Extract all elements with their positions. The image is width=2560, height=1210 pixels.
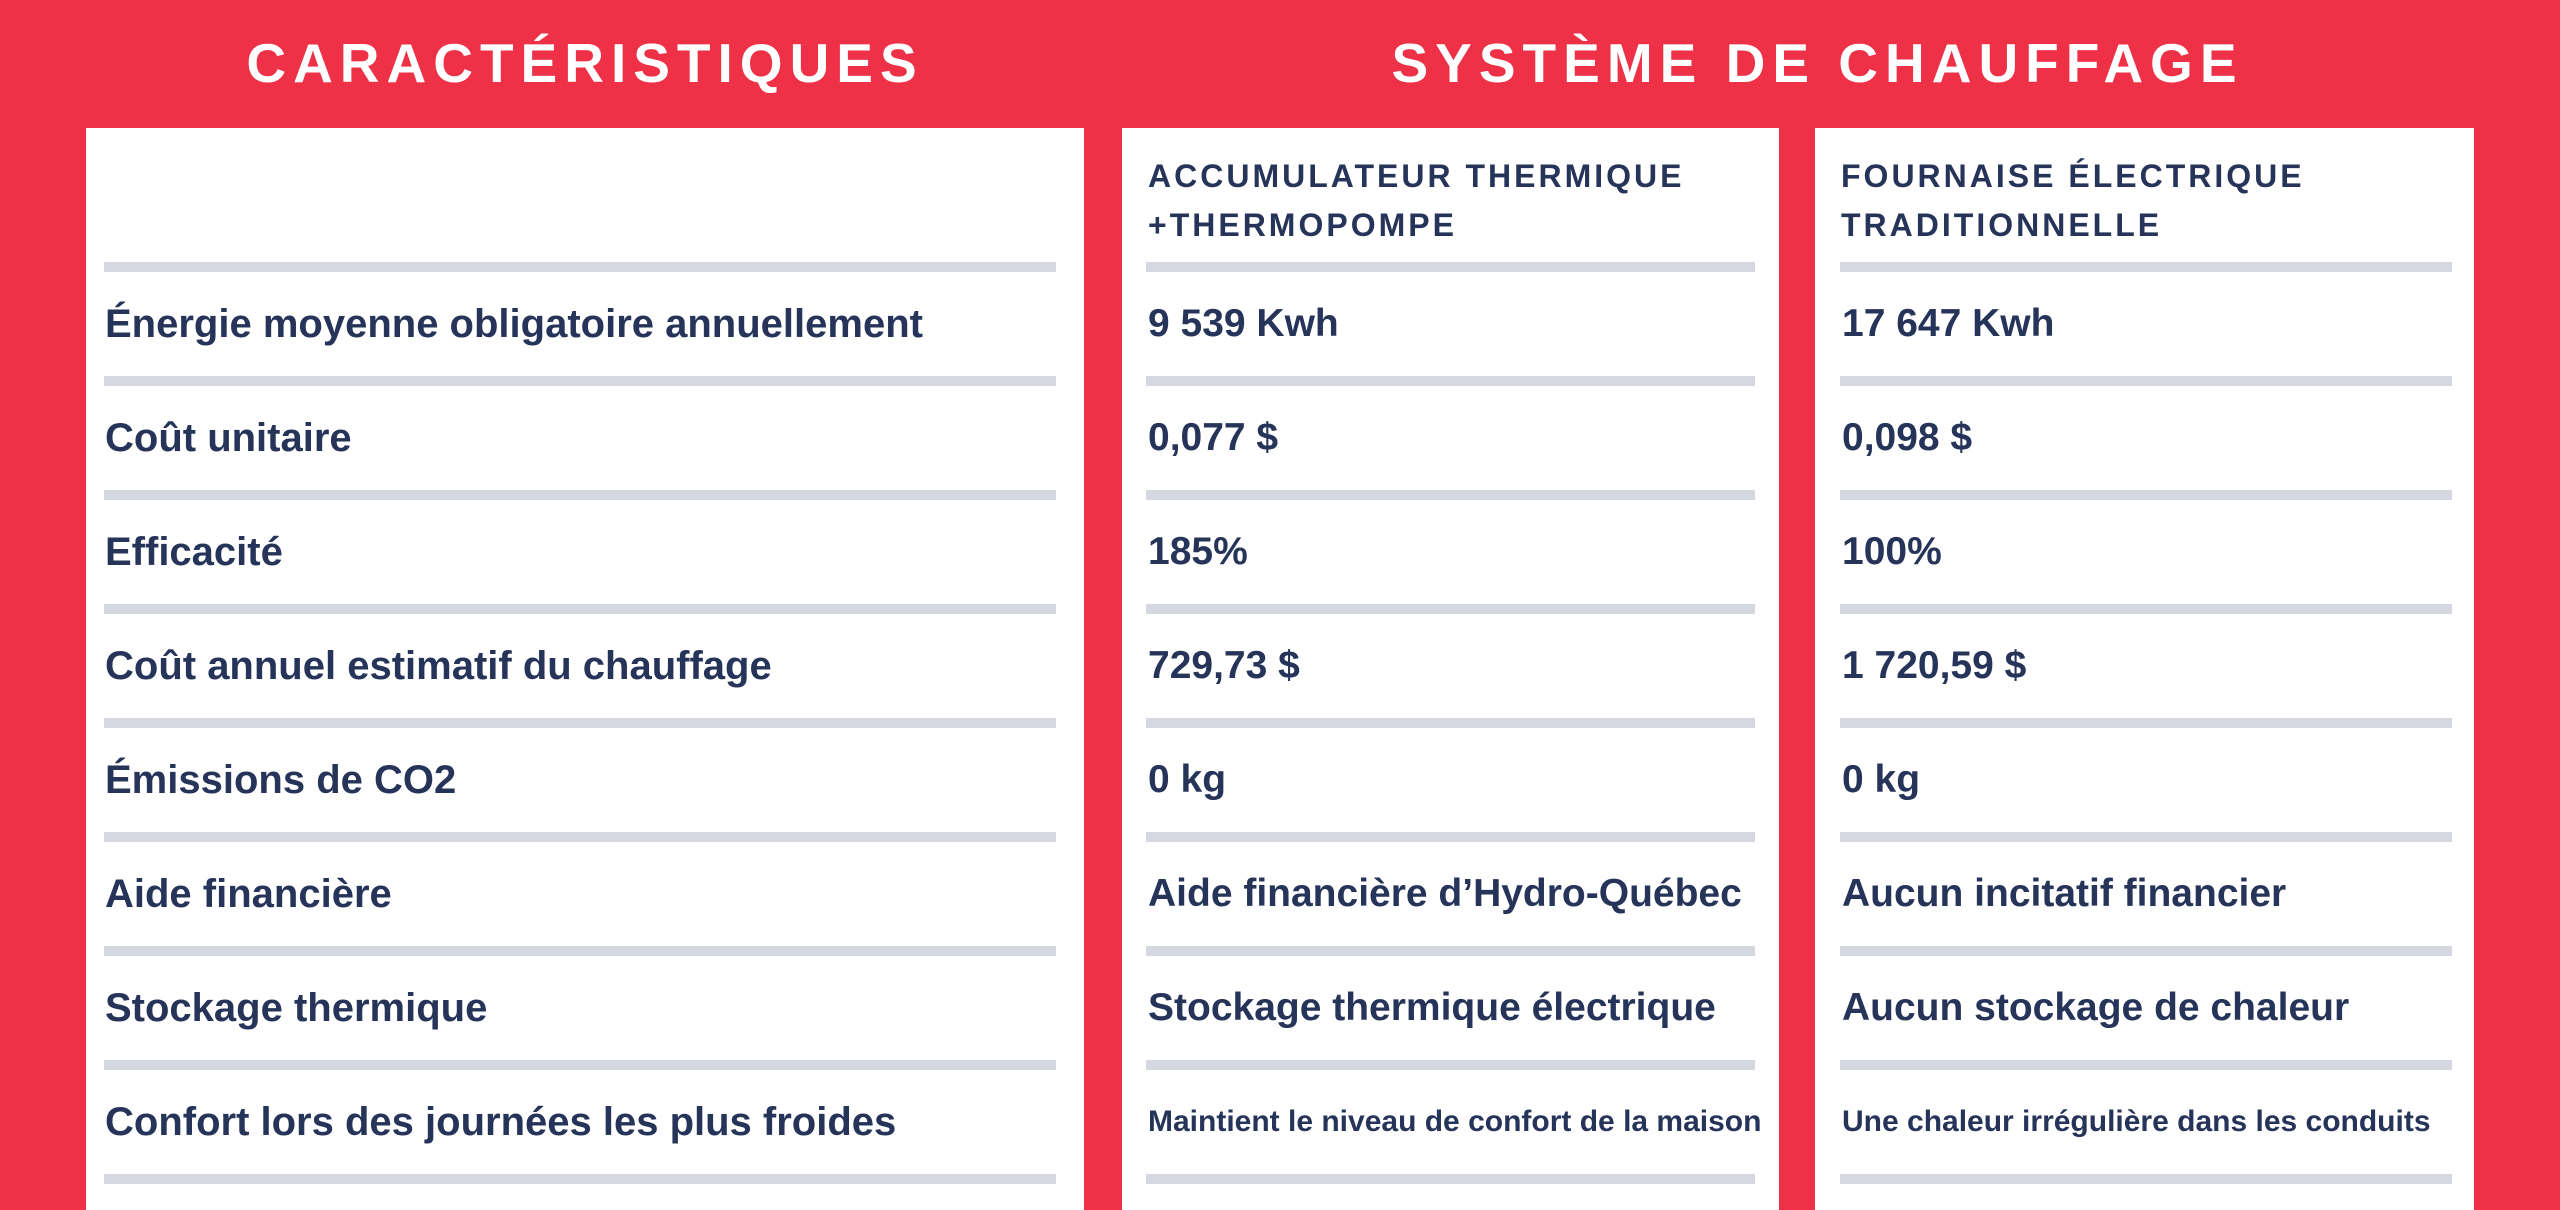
row-label-emissions: Émissions de CO2 xyxy=(105,757,457,802)
row-label-cout-annuel: Coût annuel estimatif du chauffage xyxy=(105,643,772,688)
divider xyxy=(1146,718,1755,728)
divider xyxy=(104,718,1056,728)
accumulateur-column-title xyxy=(1148,146,1759,256)
accumulateur-confort-value: Maintient le niveau de confort de la maison xyxy=(1148,1105,1762,1138)
accumulateur-column xyxy=(1122,128,1779,1210)
row-label-confort: Confort lors des journées les plus froides xyxy=(105,1099,897,1144)
row-label-aide: Aide financière xyxy=(105,871,392,916)
divider xyxy=(1840,718,2452,728)
divider xyxy=(1840,1060,2452,1070)
accumulateur-title-line1: ACCUMULATEUR THERMIQUE xyxy=(1148,158,1685,194)
divider xyxy=(1146,376,1755,386)
divider xyxy=(104,490,1056,500)
divider xyxy=(1840,262,2452,272)
accumulateur-stockage-value: Stockage thermique électrique xyxy=(1148,986,1716,1029)
row-label-energie: Énergie moyenne obligatoire annuellement xyxy=(105,301,923,346)
divider xyxy=(104,262,1056,272)
accumulateur-aide-value: Aide financière d’Hydro-Québec xyxy=(1148,872,1742,915)
fournaise-emissions-value: 0 kg xyxy=(1842,758,1921,801)
divider xyxy=(1146,1060,1755,1070)
row-label-efficacite: Efficacité xyxy=(105,529,283,574)
characteristics-heading: CARACTÉRISTIQUES xyxy=(246,32,924,94)
divider xyxy=(1146,1174,1755,1184)
row-label-cout-unitaire: Coût unitaire xyxy=(105,415,352,460)
fournaise-column xyxy=(1815,128,2474,1210)
divider xyxy=(104,376,1056,386)
divider xyxy=(1840,832,2452,842)
divider xyxy=(1146,946,1755,956)
accumulateur-cout-unitaire-value: 0,077 $ xyxy=(1148,416,1279,459)
divider xyxy=(104,832,1056,842)
fournaise-efficacite-value: 100% xyxy=(1842,530,1942,573)
divider xyxy=(1840,1174,2452,1184)
accumulateur-efficacite-value: 185% xyxy=(1148,530,1248,573)
divider xyxy=(1840,376,2452,386)
divider xyxy=(104,946,1056,956)
fournaise-title-line1: FOURNAISE ÉLECTRIQUE xyxy=(1841,158,2305,194)
heating-system-heading: SYSTÈME DE CHAUFFAGE xyxy=(1391,32,2244,94)
divider xyxy=(104,1174,1056,1184)
divider xyxy=(104,604,1056,614)
fournaise-title-line2: TRADITIONNELLE xyxy=(1841,207,2163,243)
row-label-stockage: Stockage thermique xyxy=(105,985,488,1030)
fournaise-energie-value: 17 647 Kwh xyxy=(1842,302,2055,345)
fournaise-stockage-value: Aucun stockage de chaleur xyxy=(1842,986,2350,1029)
characteristics-column xyxy=(86,128,1084,1210)
divider xyxy=(104,1060,1056,1070)
accumulateur-emissions-value: 0 kg xyxy=(1148,758,1227,801)
divider xyxy=(1146,262,1755,272)
accumulateur-title-line2: +THERMOPOMPE xyxy=(1148,207,1457,243)
fournaise-confort-value: Une chaleur irrégulière dans les conduits xyxy=(1842,1105,2431,1138)
accumulateur-energie-value: 9 539 Kwh xyxy=(1148,302,1339,345)
divider xyxy=(1146,604,1755,614)
fournaise-aide-value: Aucun incitatif financier xyxy=(1842,872,2287,915)
accumulateur-cout-annuel-value: 729,73 $ xyxy=(1148,644,1300,687)
divider xyxy=(1840,490,2452,500)
fournaise-cout-annuel-value: 1 720,59 $ xyxy=(1842,644,2027,687)
divider xyxy=(1146,832,1755,842)
divider xyxy=(1146,490,1755,500)
fournaise-cout-unitaire-value: 0,098 $ xyxy=(1842,416,1973,459)
divider xyxy=(1840,946,2452,956)
divider xyxy=(1840,604,2452,614)
fournaise-column-title xyxy=(1841,146,2454,256)
